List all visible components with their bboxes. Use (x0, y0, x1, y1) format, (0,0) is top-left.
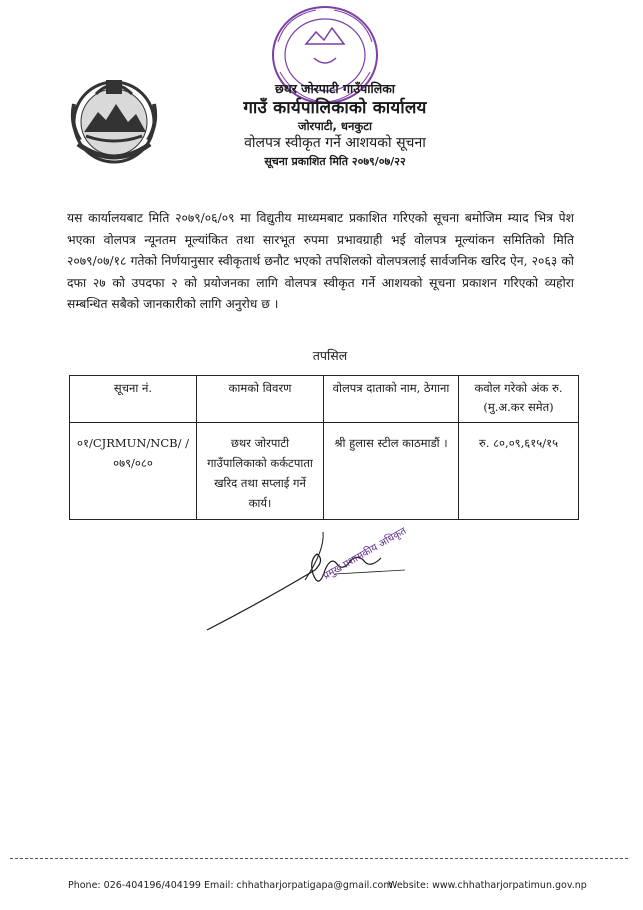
footer-divider (10, 858, 628, 859)
column-header: कवोल गरेको अंक रु. (मु.अ.कर समेत) (459, 376, 579, 423)
table-header-row (70, 376, 579, 423)
table-cell: रु. ८०,०९,६१५/१५ (459, 423, 579, 520)
column-header: कामको विवरण (197, 376, 324, 423)
footer-website: Website: www.chhatharjorpatimun.gov.np (388, 880, 587, 891)
table-cell: छथर जोरपाटी गाउँपालिकाको कर्कटपाता खरिद तथा सप्लाई गर्ने कार्य। (197, 423, 324, 520)
municipality-name: छथर जोरपाटी गाउँपालिका (274, 81, 396, 96)
section-title: तपसिल (312, 348, 348, 363)
footer-contact: Phone: 026-404196/404199 Email: chhatharjorpatigapa@gmail.com (68, 880, 393, 891)
notice-paragraph: यस कार्यालयबाट मिति २०७९/०६/०९ मा विद्युतीय माध्यमबाट प्रकाशित गरिएको सूचना बमोजिम म्याद भित्र पेश भएका वोलपत्र न्यूनतम मूल्यांकित तथा सारभूत रुपमा प्रभावग्राही भई वोलपत्र मूल्यांकन समितिको मिति २०७९/०७/१८ गतेको निर्णयानुसार स्वीकृतार्थ छनौट भएको तपशिलको वोलपत्रलाई सार्वजनिक खरिद ऐन, २०६३ को दफा २७ को उपदफा २ को प्रयोजनका लागि वोलपत्र स्वीकृत गर्ने आशयको सूचना प्रकाशन गरिएको व्यहोरा सम्बन्धित सबैको जानकारीको लागि अनुरोध छ । (67, 211, 574, 311)
footer (68, 880, 588, 891)
bid-table (69, 375, 579, 520)
office-title: गाउँ कार्यपालिकाको कार्यालय (243, 98, 427, 118)
publication-date: सूचना प्रकाशित मिति २०७९/०७/२२ (264, 155, 406, 168)
column-header: सूचना नं. (70, 376, 197, 423)
notice-title: वोलपत्र स्वीकृत गर्ने आशयको सूचना (244, 135, 426, 151)
table-cell: ०१/CJRMUN/NCB/ /०७९/०८० (70, 423, 197, 520)
signatory-title: प्रमुख प्रशासकीय अधिकृत (321, 525, 409, 583)
office-address: जोरपाटी, धनकुटा (298, 119, 372, 133)
table-row (70, 423, 579, 520)
table-cell: श्री हुलास स्टील काठमाडौं । (324, 423, 459, 520)
nepal-emblem-icon (66, 74, 162, 168)
column-header: वोलपत्र दाताको नाम, ठेगाना (324, 376, 459, 423)
